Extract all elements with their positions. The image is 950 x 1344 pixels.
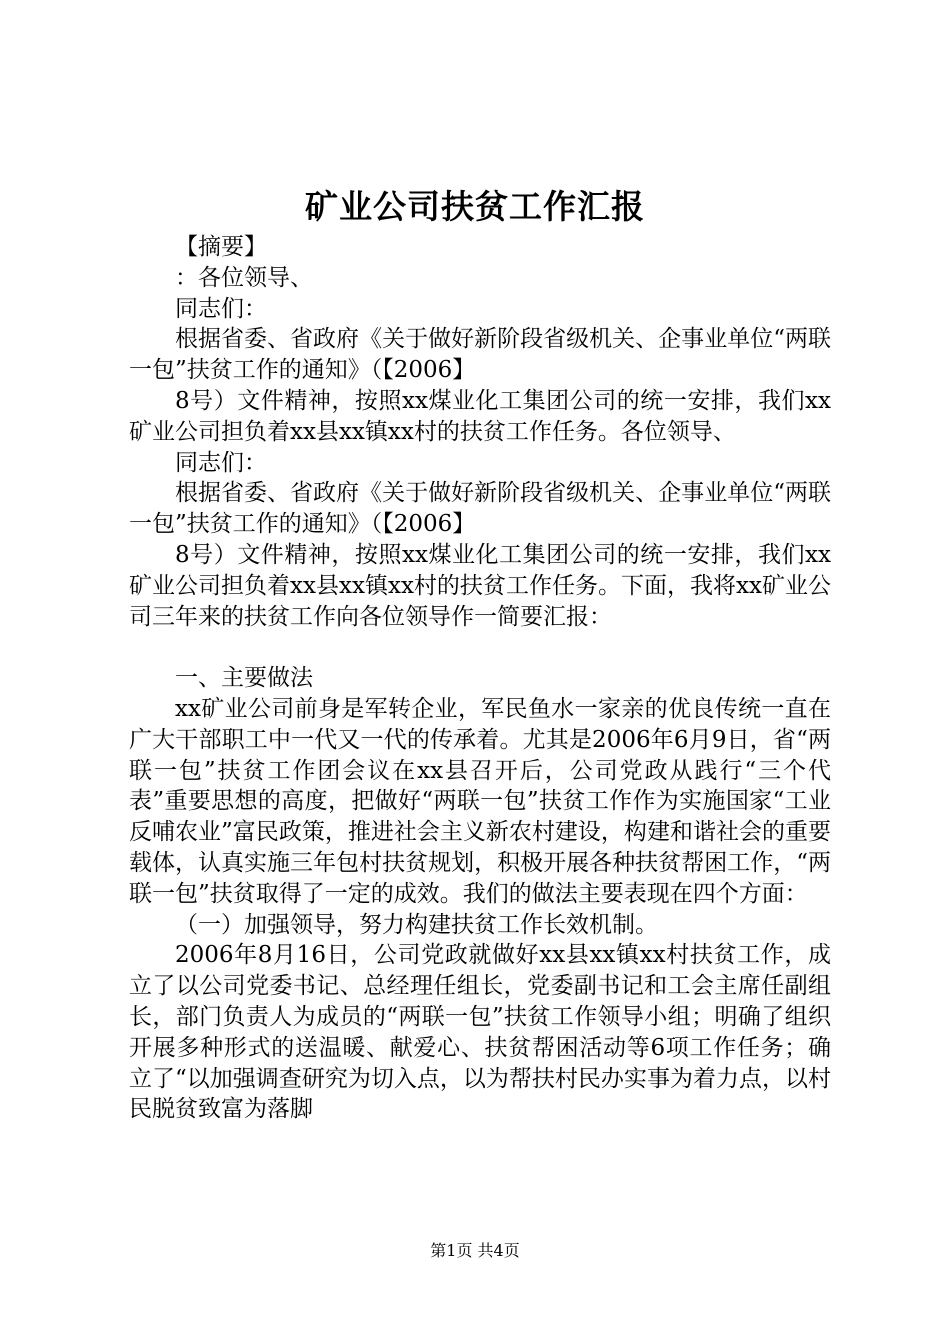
body-paragraph: 根据省委、省政府《关于做好新阶段省级机关、企事业单位“两联一包”扶贫工作的通知》（【2006】	[129, 326, 831, 384]
document-body	[129, 232, 831, 1125]
body-paragraph: 8号）文件精神，按照xx煤业化工集团公司的统一安排，我们xx矿业公司担负着xx县xx镇xx村的扶贫工作任务。各位领导、	[129, 387, 831, 445]
subsection-heading: （一）加强领导，努力构建扶贫工作长效机制。	[175, 911, 658, 938]
body-paragraph: 8号）文件精神，按照xx煤业化工集团公司的统一安排，我们xx矿业公司担负着xx县xx镇xx村的扶贫工作任务。下面，我将xx矿业公司三年来的扶贫工作向各位领导作一简要汇报：	[129, 541, 831, 630]
page-number-footer: 第1页 共4页	[430, 1241, 520, 1260]
document-title: 矿业公司扶贫工作汇报	[305, 187, 645, 226]
body-paragraph: xx矿业公司前身是军转企业，军民鱼水一家亲的优良传统一直在广大干部职工中一代又一代的传承着。尤其是2006年6月9日，省“两联一包”扶贫工作团会议在xx县召开后，公司党政从践行“三个代表”重要思想的高度，把做好“两联一包”扶贫工作作为实施国家“工业反哺农业”富民政策，推进社会主义新农村建设，构建和谐社会的重要载体，认真实施三年包村扶贫规划，积极开展各种扶贫帮困工作，“两联一包”扶贫取得了一定的成效。我们的做法主要表现在四个方面：	[129, 695, 831, 907]
blank-line	[129, 632, 831, 663]
abstract-heading: 【摘要】	[175, 234, 267, 260]
section-heading: 一、主要做法	[175, 665, 313, 692]
salutation-line: ：各位领导、	[175, 264, 313, 291]
salutation-line: 同志们：	[175, 449, 267, 476]
salutation-line: 同志们：	[175, 295, 267, 322]
body-paragraph: 2006年8月16日，公司党政就做好xx县xx镇xx村扶贫工作，成立了以公司党委书记、总经理任组长，党委副书记和工会主席任副组长，部门负责人为成员的“两联一包”扶贫工作领导小组；明确了组织开展多种形式的送温暖、献爱心、扶贫帮困活动等6项工作任务；确立了“以加强调查研究为切入点，以为帮扶村民办实事为着力点，以村民脱贫致富为落脚	[129, 942, 831, 1123]
body-paragraph: 根据省委、省政府《关于做好新阶段省级机关、企事业单位“两联一包”扶贫工作的通知》（【2006】	[129, 480, 831, 538]
